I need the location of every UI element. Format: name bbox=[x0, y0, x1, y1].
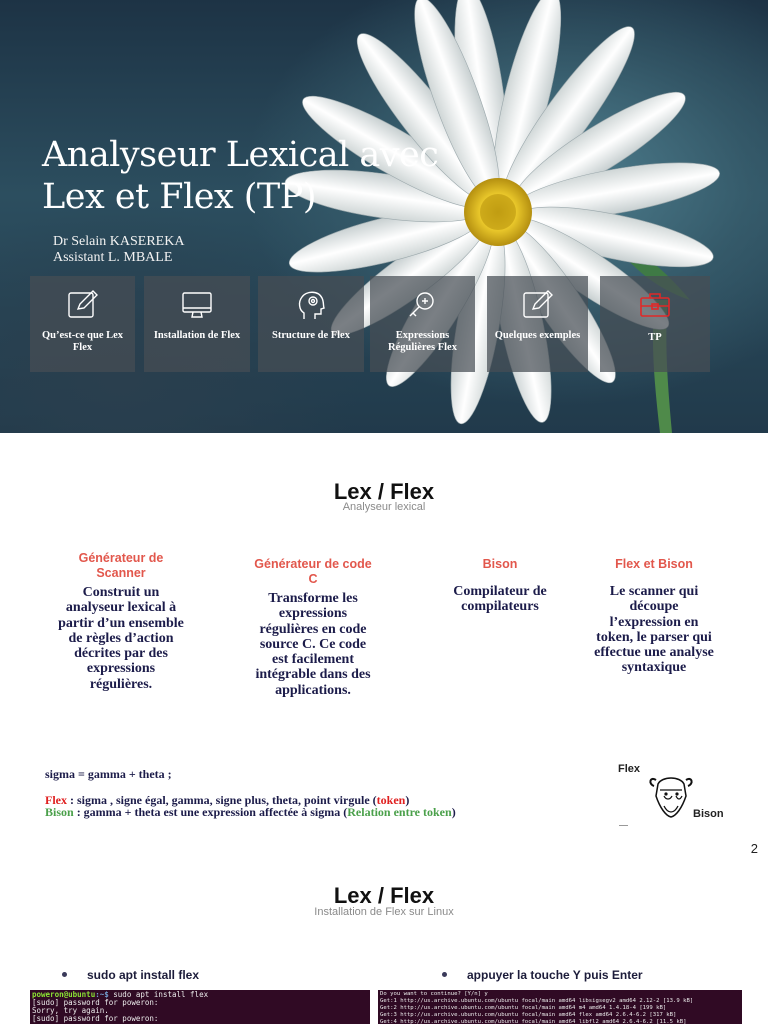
column-heading: Bison bbox=[482, 557, 518, 571]
bison-label: Bison bbox=[45, 805, 74, 819]
monitor-icon bbox=[180, 288, 214, 322]
tile-label: Expressions Régulières Flex bbox=[388, 330, 457, 353]
logo-flex-text: Flex bbox=[618, 763, 641, 775]
terminal-user: poweron@ubuntu bbox=[32, 990, 96, 999]
assistant-name: Assistant L. MBALE bbox=[53, 250, 173, 265]
lex-flex-overview-slide bbox=[0, 433, 768, 857]
bison-close-paren: ) bbox=[451, 805, 456, 819]
divider bbox=[619, 825, 628, 826]
column-text: Compilateur de compilateurs bbox=[453, 584, 547, 615]
bullet-text: sudo apt install flex bbox=[87, 968, 200, 982]
column-bison bbox=[440, 557, 560, 615]
page-number: 2 bbox=[750, 841, 758, 856]
bison-text: : gamma + theta est une expression affectée à sigma ( bbox=[73, 805, 348, 819]
search-key-icon bbox=[406, 288, 440, 322]
tile-label: Quelques exemples bbox=[494, 330, 581, 341]
edit-icon bbox=[66, 288, 100, 322]
author-name: Dr Selain KASEREKA bbox=[53, 234, 185, 249]
tile-examples[interactable] bbox=[487, 276, 588, 372]
bullet-dot bbox=[62, 972, 67, 977]
bullet-text: appuyer la touche Y puis Enter bbox=[467, 968, 643, 982]
navigation-tiles bbox=[30, 276, 712, 372]
slide-subtitle: Analyseur lexical bbox=[342, 501, 426, 513]
bison-explanation bbox=[45, 806, 456, 818]
flex-text: : sigma , signe égal, gamma, signe plus, theta, point virgule ( bbox=[67, 793, 377, 807]
terminal-command: sudo apt install flex bbox=[108, 990, 209, 999]
slide-title-line-1: Analyseur Lexical avec bbox=[42, 135, 439, 175]
bullet-dot bbox=[442, 972, 447, 977]
terminal-line: Get:2 http://us.archive.ubuntu.com/ubuntu focal/main amd64 m4 amd64 1.4.18-4 [199 kB] bbox=[380, 1005, 667, 1011]
tile-label: Installation de Flex bbox=[153, 330, 241, 341]
terminal-line: [sudo] password for poweron: bbox=[32, 1014, 159, 1023]
flex-bison-logo bbox=[616, 762, 726, 826]
terminal-line: [sudo] password for poweron: bbox=[32, 998, 159, 1007]
slide-subtitle: Installation de Flex sur Linux bbox=[314, 906, 454, 918]
terminal-line: Sorry, try again. bbox=[32, 1006, 109, 1015]
terminal-screenshot-confirm bbox=[378, 990, 742, 1024]
flex-close-paren: ) bbox=[405, 793, 410, 807]
author-block bbox=[53, 234, 184, 266]
tile-label: Structure de Flex bbox=[272, 330, 350, 341]
bullet-press-y bbox=[442, 968, 643, 982]
bullet-install-command bbox=[62, 968, 199, 982]
column-text: Le scanner qui découpe l’expression en token, le parser qui effectue une analyse syntaxique bbox=[594, 584, 714, 676]
slide-title: Lex / Flex bbox=[333, 479, 435, 504]
gnu-head-icon bbox=[646, 770, 696, 820]
tile-installation-flex[interactable] bbox=[144, 276, 250, 372]
column-flex-and-bison bbox=[594, 557, 714, 676]
terminal-path: :~$ bbox=[95, 990, 109, 999]
title-slide bbox=[0, 0, 768, 433]
flex-installation-slide bbox=[0, 857, 768, 1024]
column-heading: Générateur de Scanner bbox=[78, 551, 164, 580]
relation-label: Relation entre token bbox=[347, 805, 452, 819]
edit-icon bbox=[521, 288, 555, 322]
tile-regular-expressions[interactable] bbox=[370, 276, 475, 372]
tile-tp[interactable] bbox=[600, 276, 710, 372]
slide-title bbox=[42, 134, 462, 218]
terminal-line: Do you want to continue? [Y/n] y bbox=[380, 991, 488, 997]
terminal-line: Get:3 http://us.archive.ubuntu.com/ubuntu focal/main amd64 flex amd64 2.6.4-6.2 [317 kB] bbox=[380, 1012, 677, 1018]
slide-title: Lex / Flex bbox=[333, 883, 435, 908]
column-heading: Flex et Bison bbox=[615, 557, 693, 571]
column-c-code-generator bbox=[250, 557, 376, 698]
tile-what-is-lex-flex[interactable] bbox=[30, 276, 135, 372]
terminal-screenshot-install bbox=[30, 990, 370, 1024]
column-heading: Générateur de code C bbox=[254, 557, 372, 586]
tile-label: Qu’est-ce que Lex Flex bbox=[41, 330, 124, 353]
column-text: Transforme les expressions régulières en code source C. Ce code est facilement intégrable dans des applications. bbox=[255, 591, 371, 698]
terminal-line: Get:1 http://us.archive.ubuntu.com/ubuntu focal/main amd64 libsigsegv2 amd64 2.12-2 [13.9 kB] bbox=[380, 998, 694, 1004]
briefcase-icon bbox=[638, 288, 672, 322]
column-text: Construit un analyseur lexical à partir d’un ensemble de règles d’action décrites par des expressions régulières. bbox=[58, 585, 184, 692]
token-label: token bbox=[376, 793, 406, 807]
logo-bison-text: Bison bbox=[693, 808, 724, 820]
example-equation: sigma = gamma + theta ; bbox=[45, 767, 172, 781]
slide-title-line-2: Lex et Flex (TP) bbox=[42, 177, 316, 217]
column-scanner-generator bbox=[56, 551, 186, 692]
tile-structure-flex[interactable] bbox=[258, 276, 364, 372]
head-gear-icon bbox=[294, 288, 328, 322]
tile-label: TP bbox=[648, 332, 662, 343]
terminal-line: Get:4 http://us.archive.ubuntu.com/ubuntu focal/main amd64 libfl2 amd64 2.6.4-6.2 [11.5 kB] bbox=[380, 1019, 687, 1024]
flex-label: Flex bbox=[45, 793, 67, 807]
